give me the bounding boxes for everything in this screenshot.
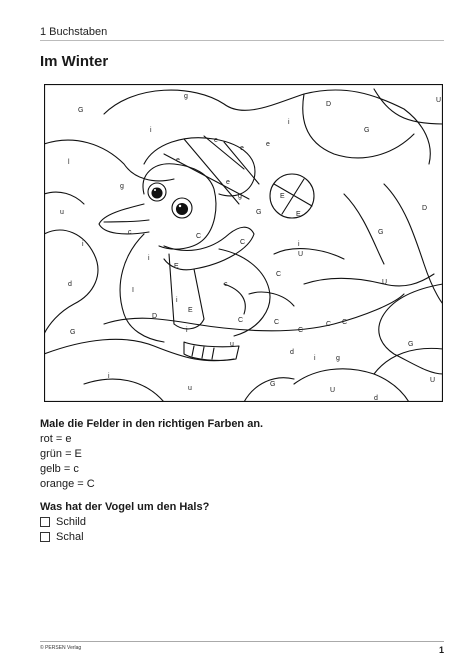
color-legend-item: rot = e: [40, 433, 72, 445]
field-letter: G: [378, 229, 384, 236]
field-letter: u: [188, 385, 192, 392]
field-letter: I: [132, 287, 134, 294]
field-letter: c: [224, 281, 228, 288]
field-letter: u: [60, 209, 64, 216]
option-schild[interactable]: [40, 516, 86, 528]
field-letter: E: [280, 193, 285, 200]
field-letter: e: [226, 179, 230, 186]
field-letter: C: [238, 317, 244, 324]
field-letter: g: [336, 355, 340, 362]
question-two: Was hat der Vogel um den Hals?: [40, 501, 210, 513]
publisher-credit: © PERSEN Verlag: [40, 645, 82, 651]
field-letter: U: [436, 97, 442, 104]
field-letter: U: [382, 279, 388, 286]
field-letter: i: [108, 373, 110, 380]
field-letter: d: [290, 349, 294, 356]
field-letter: l: [68, 159, 70, 166]
field-letter: U: [298, 251, 304, 258]
field-letter: E: [174, 263, 179, 270]
color-legend-item: orange = C: [40, 478, 95, 490]
field-letter: e: [214, 137, 218, 144]
field-letter: G: [364, 127, 370, 134]
field-letter: G: [408, 341, 414, 348]
field-letter: G: [70, 329, 76, 336]
field-letter: i: [314, 355, 316, 362]
field-letter: C: [326, 321, 332, 328]
color-legend-item: grün = E: [40, 448, 82, 460]
footer-divider: [40, 641, 444, 642]
field-letter: e: [176, 157, 180, 164]
field-letter: d: [374, 395, 378, 402]
field-letter: U: [430, 377, 436, 384]
field-letter: c: [128, 229, 132, 236]
color-legend-item: gelb = c: [40, 463, 79, 475]
field-letter: C: [276, 271, 282, 278]
page-title: Im Winter: [40, 53, 109, 70]
field-letter: D: [152, 313, 158, 320]
field-letter: C: [240, 239, 246, 246]
field-letter: i: [298, 241, 300, 248]
field-letter: D: [326, 101, 332, 108]
checkbox[interactable]: [40, 517, 50, 527]
field-letter: G: [256, 209, 262, 216]
task-question: Male die Felder in den richtigen Farben an.: [40, 418, 264, 430]
field-letter: i: [288, 119, 290, 126]
field-letter: g: [120, 183, 124, 190]
checkbox[interactable]: [40, 532, 50, 542]
coloring-picture[interactable]: [44, 84, 443, 402]
field-letter: i: [150, 127, 152, 134]
option-label: Schal: [56, 531, 84, 543]
field-letter: G: [78, 107, 84, 114]
chapter-header: 1 Buchstaben: [40, 26, 108, 38]
page-number: 1: [438, 645, 444, 655]
field-letter: i: [176, 297, 178, 304]
field-letter: e: [240, 145, 244, 152]
field-letter: i: [186, 327, 188, 334]
coloring-picture-svg: [44, 84, 443, 402]
field-letter: C: [342, 319, 348, 326]
field-letter: g: [238, 193, 242, 200]
field-letter: C: [298, 327, 304, 334]
field-letter: E: [188, 307, 193, 314]
field-letter: E: [296, 211, 301, 218]
option-label: Schild: [56, 516, 86, 528]
field-letter: G: [270, 381, 276, 388]
field-letter: D: [422, 205, 428, 212]
field-letter: g: [184, 93, 188, 100]
coloring-task: [40, 417, 263, 492]
field-letter: C: [274, 319, 280, 326]
field-letter: u: [230, 341, 234, 348]
field-letter: C: [196, 233, 202, 240]
field-letter: d: [68, 281, 72, 288]
field-letter: U: [330, 387, 336, 394]
field-letter: i: [148, 255, 150, 262]
option-schal[interactable]: [40, 531, 84, 543]
field-letter: e: [266, 141, 270, 148]
header-divider: [40, 40, 444, 41]
field-letter: i: [82, 241, 84, 248]
